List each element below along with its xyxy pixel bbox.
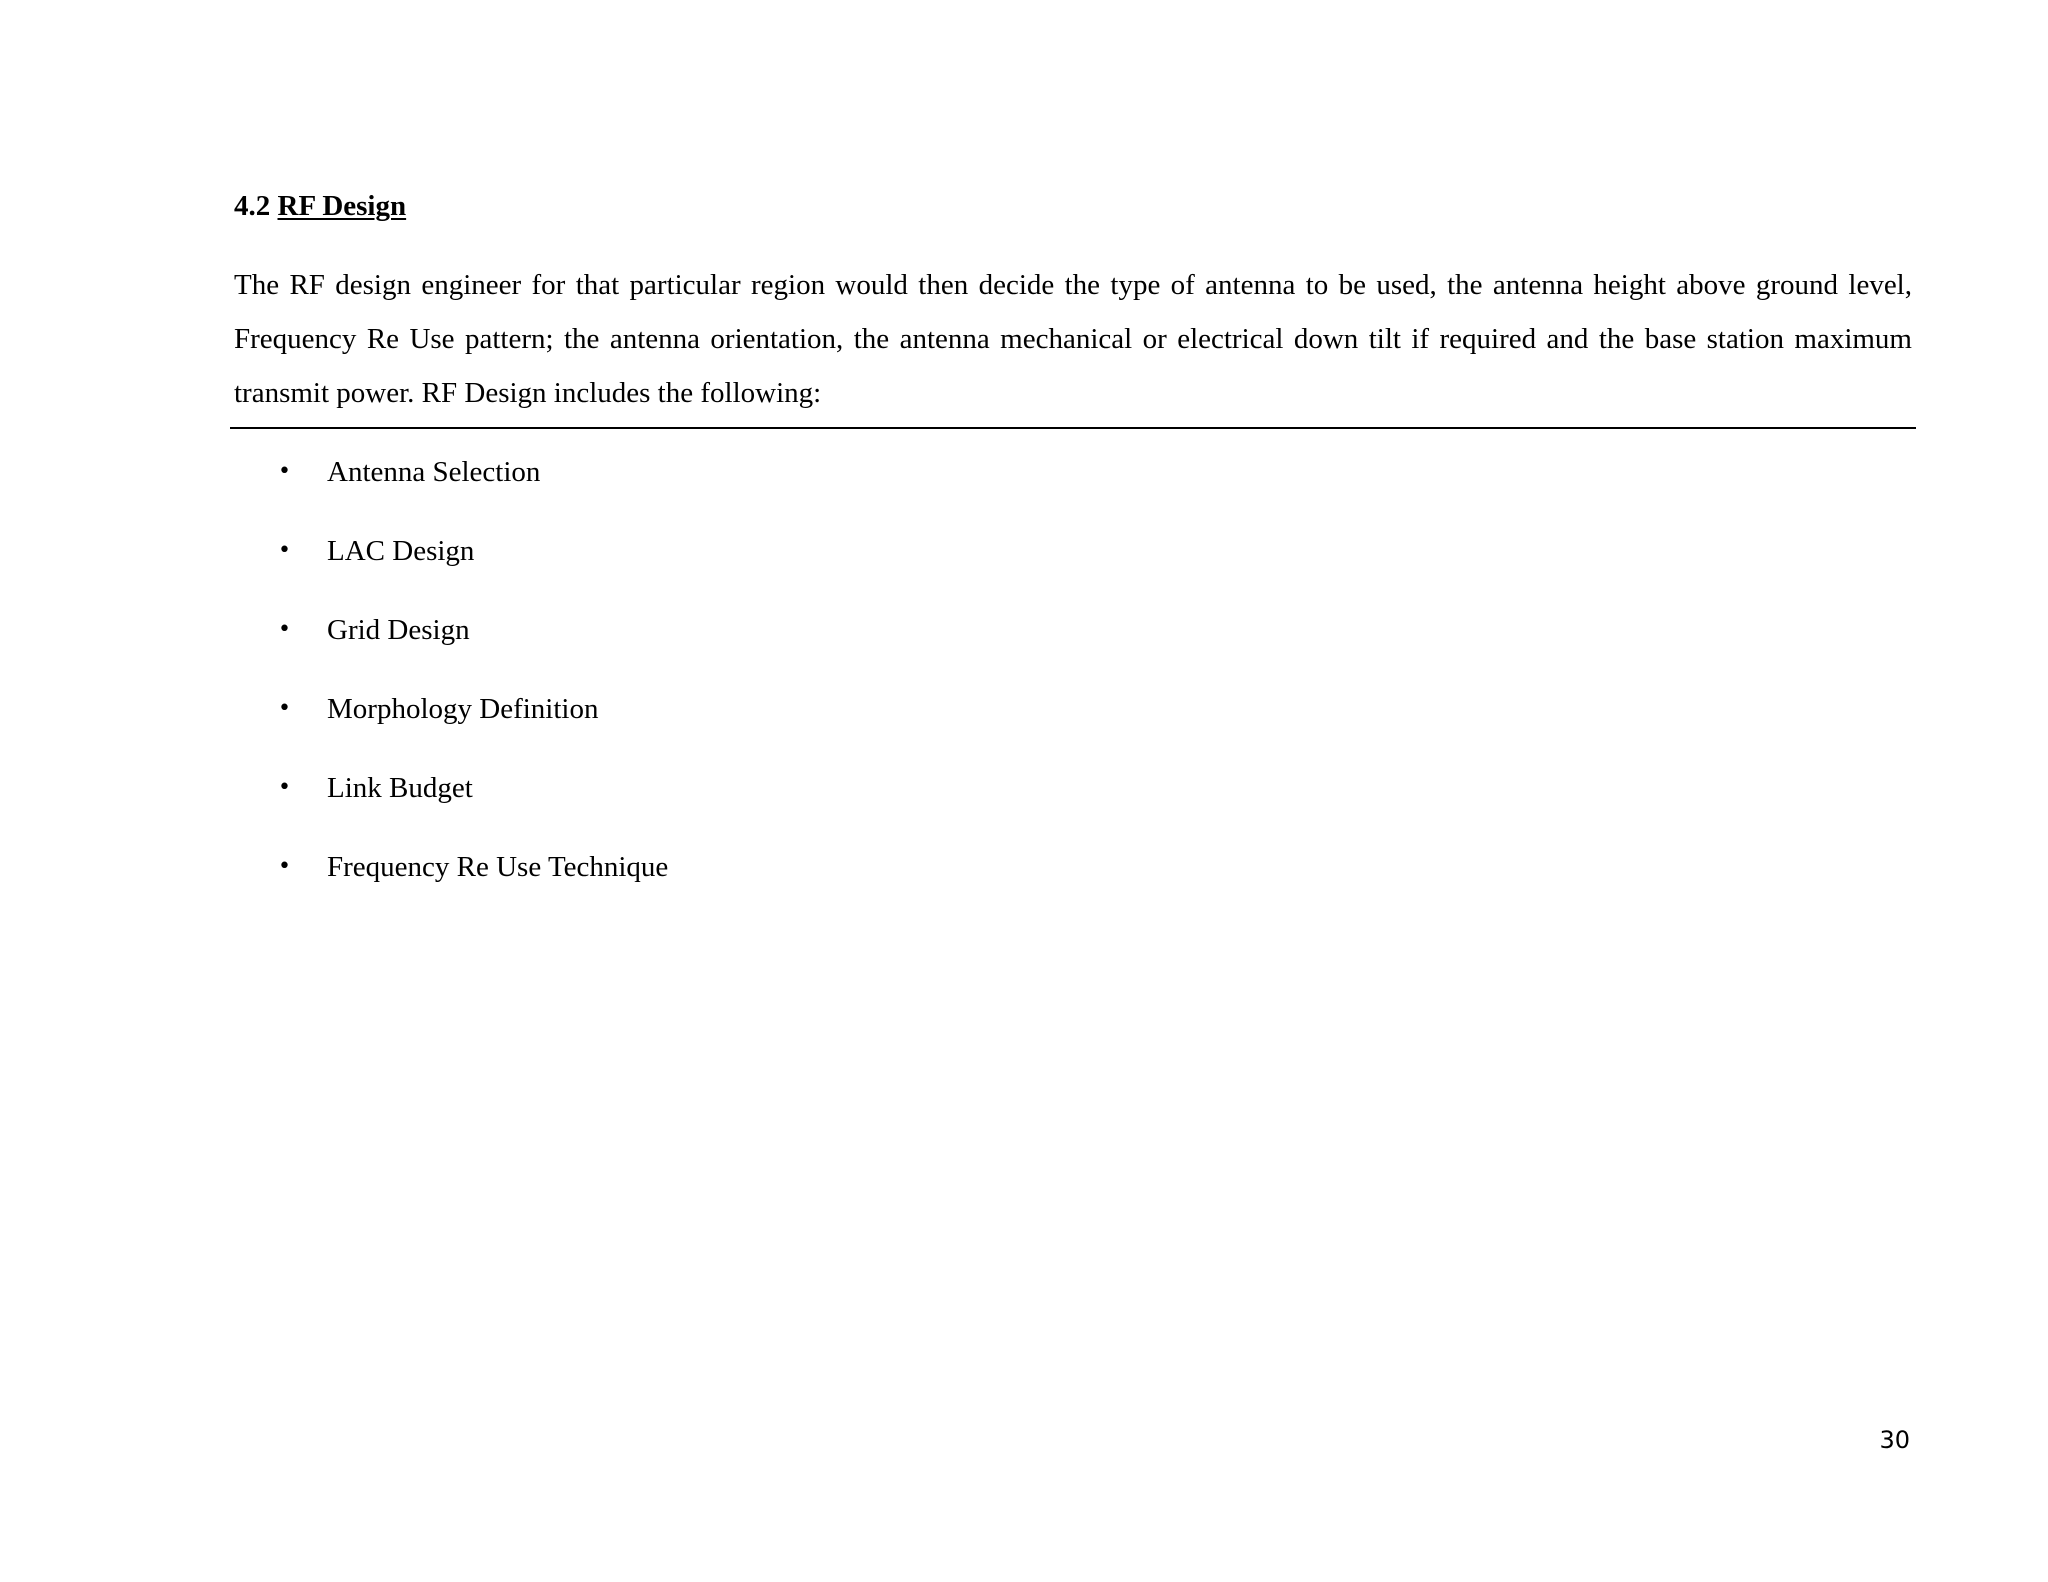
- horizontal-rule: [230, 427, 1916, 429]
- bullet-icon: •: [278, 538, 291, 563]
- list-item-label: Antenna Selection: [327, 456, 541, 488]
- list-item: [278, 531, 1178, 571]
- list-item-label: Frequency Re Use Technique: [327, 851, 669, 883]
- section-heading: [234, 186, 406, 226]
- list-item-label: LAC Design: [327, 535, 475, 567]
- section-number: 4.2: [234, 190, 271, 222]
- section-title: RF Design: [277, 190, 407, 222]
- bullet-icon: •: [278, 617, 291, 642]
- list-item: [278, 689, 1178, 729]
- bullet-icon: •: [278, 775, 291, 800]
- body-paragraph: The RF design engineer for that particular region would then decide the type of antenna to be used, the antenna height above ground level, Frequency Re Use pattern; the antenna orientation, the antenna mechanical or electrical down tilt if required and the base station maximum transmit power. RF Design includes the following:: [234, 269, 1912, 409]
- bullet-icon: •: [278, 459, 291, 484]
- list-item: [278, 768, 1178, 808]
- bullet-icon: •: [278, 854, 291, 879]
- list-item-label: Morphology Definition: [327, 693, 599, 725]
- bullet-icon: •: [278, 696, 291, 721]
- list-item-label: Grid Design: [327, 614, 470, 646]
- page-number: 30: [1879, 1426, 1910, 1454]
- list-item-label: Link Budget: [327, 772, 473, 804]
- list-item: [278, 847, 1178, 887]
- list-item: [278, 452, 1178, 492]
- list-item: [278, 610, 1178, 650]
